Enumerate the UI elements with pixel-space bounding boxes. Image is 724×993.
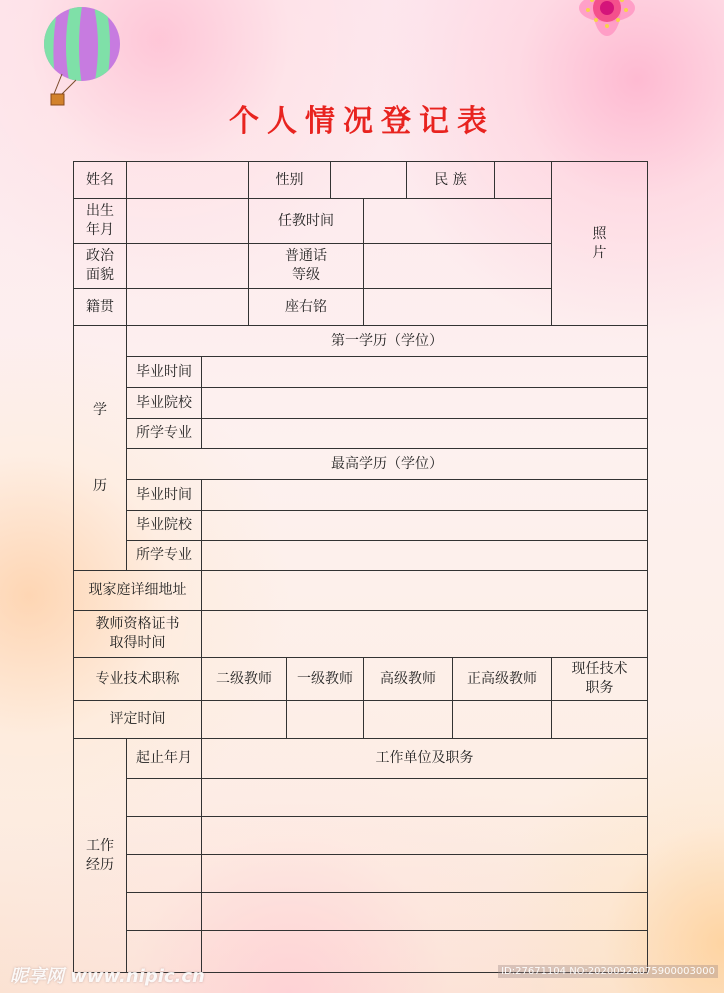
- work-employer-field[interactable]: [202, 893, 648, 931]
- current-position-label: 现任技术 职务: [552, 658, 648, 701]
- first-major-label: 所学专业: [127, 419, 202, 449]
- mandarin-field[interactable]: [364, 244, 552, 289]
- ethnicity-field[interactable]: [495, 162, 552, 199]
- motto-label: 座右铭: [249, 289, 364, 326]
- watermark-logo: 昵享网 www.nipic.cn: [10, 966, 205, 987]
- hot-air-balloon-decoration: [40, 6, 124, 110]
- gender-field[interactable]: [331, 162, 407, 199]
- certificate-label: 教师资格证书 取得时间: [74, 611, 202, 658]
- eval-senior-field[interactable]: [364, 701, 453, 739]
- work-period-field[interactable]: [127, 817, 202, 855]
- name-field[interactable]: [127, 162, 249, 199]
- work-period-field[interactable]: [127, 855, 202, 893]
- political-field[interactable]: [127, 244, 249, 289]
- eval-current-field[interactable]: [552, 701, 648, 739]
- first-degree-header: 第一学历（学位）: [127, 326, 648, 357]
- ethnicity-label: 民 族: [407, 162, 495, 199]
- address-label: 现家庭详细地址: [74, 571, 202, 611]
- teaching-time-field[interactable]: [364, 199, 552, 244]
- title-rank-label: 专业技术职称: [74, 658, 202, 701]
- education-label: 学 历: [74, 326, 127, 571]
- native-place-label: 籍贯: [74, 289, 127, 326]
- work-employer-field[interactable]: [202, 817, 648, 855]
- watermark-id: ID:27671104 NO:20200928075900003000: [498, 965, 718, 978]
- eval-level1-field[interactable]: [287, 701, 364, 739]
- registration-form: [73, 161, 648, 973]
- birth-field[interactable]: [127, 199, 249, 244]
- address-field[interactable]: [202, 571, 648, 611]
- birth-label: 出生 年月: [74, 199, 127, 244]
- eval-full-senior-field[interactable]: [453, 701, 552, 739]
- political-label: 政治 面貌: [74, 244, 127, 289]
- rank-full-senior: 正高级教师: [453, 658, 552, 701]
- highest-grad-time-label: 毕业时间: [127, 480, 202, 511]
- certificate-field[interactable]: [202, 611, 648, 658]
- highest-major-field[interactable]: [202, 541, 648, 571]
- gender-label: 性别: [249, 162, 331, 199]
- motto-field[interactable]: [364, 289, 552, 326]
- page-title: 个人情况登记表: [229, 104, 495, 139]
- first-grad-school-label: 毕业院校: [127, 388, 202, 419]
- employer-header: 工作单位及职务: [202, 739, 648, 779]
- highest-major-label: 所学专业: [127, 541, 202, 571]
- rank-level2: 二级教师: [202, 658, 287, 701]
- native-place-field[interactable]: [127, 289, 249, 326]
- first-grad-time-field[interactable]: [202, 357, 648, 388]
- teaching-time-label: 任教时间: [249, 199, 364, 244]
- rank-senior: 高级教师: [364, 658, 453, 701]
- eval-time-label: 评定时间: [74, 701, 202, 739]
- work-experience-label: 工作 经历: [74, 739, 127, 973]
- highest-grad-time-field[interactable]: [202, 480, 648, 511]
- highest-grad-school-field[interactable]: [202, 511, 648, 541]
- work-period-field[interactable]: [127, 893, 202, 931]
- name-label: 姓名: [74, 162, 127, 199]
- flower-decoration: [552, 0, 662, 60]
- photo-box[interactable]: [552, 162, 648, 326]
- work-employer-field[interactable]: [202, 779, 648, 817]
- first-grad-school-field[interactable]: [202, 388, 648, 419]
- period-header: 起止年月: [127, 739, 202, 779]
- rank-level1: 一级教师: [287, 658, 364, 701]
- mandarin-label: 普通话 等级: [249, 244, 364, 289]
- eval-level2-field[interactable]: [202, 701, 287, 739]
- highest-grad-school-label: 毕业院校: [127, 511, 202, 541]
- work-employer-field[interactable]: [202, 855, 648, 893]
- first-grad-time-label: 毕业时间: [127, 357, 202, 388]
- first-major-field[interactable]: [202, 419, 648, 449]
- highest-degree-header: 最高学历（学位）: [127, 449, 648, 480]
- work-period-field[interactable]: [127, 779, 202, 817]
- photo-label: 照 片: [592, 225, 607, 261]
